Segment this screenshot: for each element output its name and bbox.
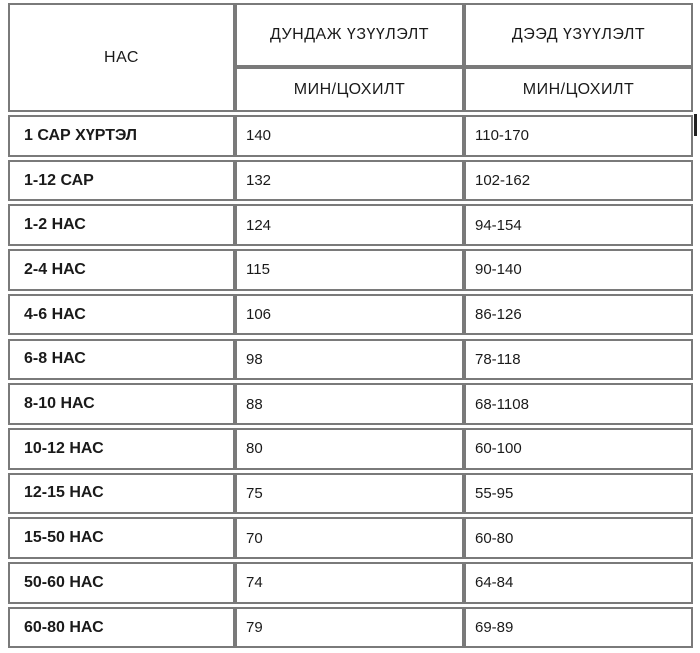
maximum-cell: 69-89 bbox=[464, 607, 693, 649]
maximum-cell: 94-154 bbox=[464, 204, 693, 246]
age-cell: 12-15 НАС bbox=[8, 473, 235, 515]
maximum-cell: 68-1108 bbox=[464, 383, 693, 425]
age-cell: 1-2 НАС bbox=[8, 204, 235, 246]
average-cell: 98 bbox=[235, 339, 464, 381]
average-cell: 140 bbox=[235, 115, 464, 157]
age-cell: 10-12 НАС bbox=[8, 428, 235, 470]
header-maximum: ДЭЭД ҮЗҮҮЛЭЛТ bbox=[464, 3, 693, 67]
maximum-cell: 55-95 bbox=[464, 473, 693, 515]
maximum-cell: 60-80 bbox=[464, 517, 693, 559]
age-cell: 60-80 НАС bbox=[8, 607, 235, 649]
maximum-cell: 64-84 bbox=[464, 562, 693, 604]
average-cell: 70 bbox=[235, 517, 464, 559]
heart-rate-table bbox=[8, 3, 693, 648]
maximum-cell: 78-118 bbox=[464, 339, 693, 381]
header-average-unit: МИН/ЦОХИЛТ bbox=[235, 67, 464, 112]
age-cell: 6-8 НАС bbox=[8, 339, 235, 381]
age-cell: 1 САР ХҮРТЭЛ bbox=[8, 115, 235, 157]
header-age: НАС bbox=[8, 3, 235, 112]
maximum-cell: 90-140 bbox=[464, 249, 693, 291]
average-cell: 79 bbox=[235, 607, 464, 649]
age-cell: 15-50 НАС bbox=[8, 517, 235, 559]
average-cell: 124 bbox=[235, 204, 464, 246]
maximum-cell: 102-162 bbox=[464, 160, 693, 202]
average-cell: 80 bbox=[235, 428, 464, 470]
average-cell: 75 bbox=[235, 473, 464, 515]
age-cell: 1-12 САР bbox=[8, 160, 235, 202]
average-cell: 74 bbox=[235, 562, 464, 604]
age-cell: 4-6 НАС bbox=[8, 294, 235, 336]
maximum-cell: 110-170 bbox=[464, 115, 693, 157]
age-cell: 50-60 НАС bbox=[8, 562, 235, 604]
edge-cursor-mark bbox=[694, 114, 697, 136]
age-cell: 8-10 НАС bbox=[8, 383, 235, 425]
average-cell: 88 bbox=[235, 383, 464, 425]
average-cell: 132 bbox=[235, 160, 464, 202]
average-cell: 106 bbox=[235, 294, 464, 336]
header-average: ДУНДАЖ ҮЗҮҮЛЭЛТ bbox=[235, 3, 464, 67]
average-cell: 115 bbox=[235, 249, 464, 291]
header-maximum-unit: МИН/ЦОХИЛТ bbox=[464, 67, 693, 112]
maximum-cell: 86-126 bbox=[464, 294, 693, 336]
age-cell: 2-4 НАС bbox=[8, 249, 235, 291]
maximum-cell: 60-100 bbox=[464, 428, 693, 470]
